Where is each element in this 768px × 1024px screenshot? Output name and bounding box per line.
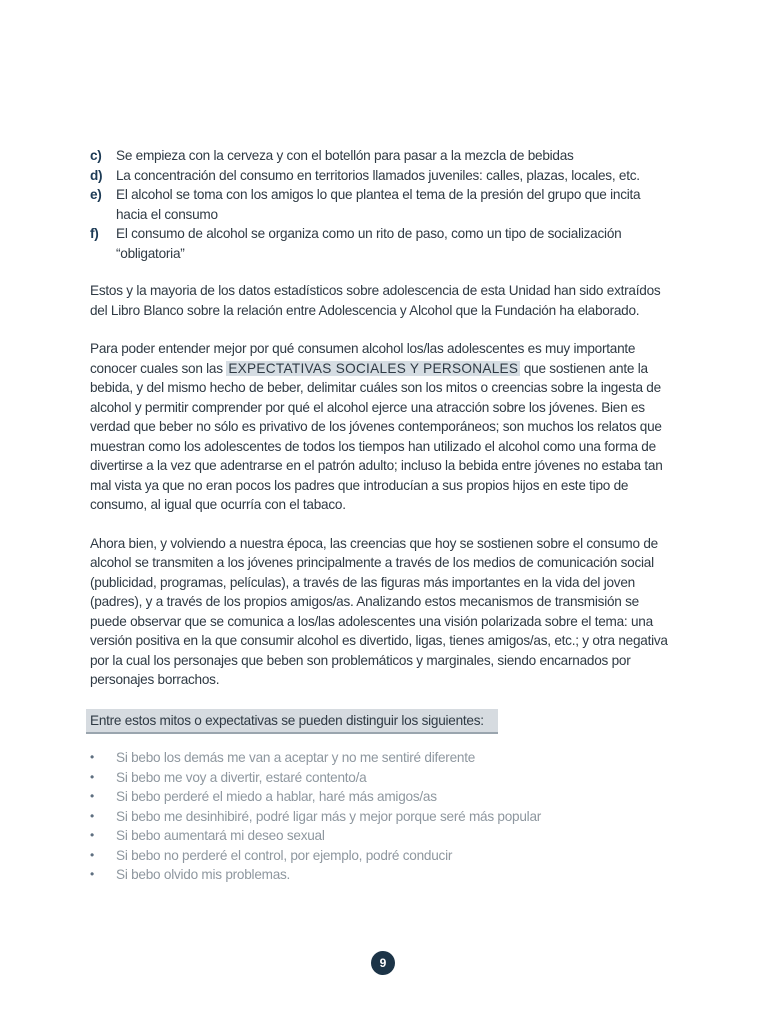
list-item xyxy=(90,224,670,263)
paragraph-current-beliefs: Ahora bien, y volviendo a nuestra época, las creencias que hoy se sostienen sobre el consumo de alcohol se transmiten a los jóvenes principalmente a través de los medios de comunicación social (publicidad, programas, películas), a través de las figuras más importantes en la vida del joven (padres), y a través de los propios amigos/as. Analizando estos mecanismos de transmisión se puede observar que se comunica a los/las adolescentes una visión polarizada sobre el tema: una versión positiva en la que consumir alcohol es divertido, ligas, tienes amigos/as, etc.; y otra negativa por la cual los personajes que beben son problemáticos y marginales, siendo encarnados por personajes borrachos. xyxy=(90,535,668,687)
bullet-icon: • xyxy=(90,808,94,823)
page-content xyxy=(90,146,670,885)
list-item xyxy=(90,166,670,186)
list-item xyxy=(90,185,670,224)
myths-intro: Entre estos mitos o expectativas se pueden distinguir los siguientes: xyxy=(86,709,498,735)
bullet-icon: • xyxy=(90,828,94,842)
list-item-text: La concentración del consumo en territorios llamados juveniles: calles, plazas, locales, etc. xyxy=(116,167,640,183)
bullet-icon: • xyxy=(90,769,94,784)
list-marker: c) xyxy=(90,148,102,163)
myth-text: Si bebo perderé el miedo a hablar, haré más amigos/as xyxy=(116,789,437,804)
myth-item xyxy=(90,787,670,807)
lettered-list xyxy=(90,146,670,263)
myth-item xyxy=(90,807,670,827)
list-item-text: El consumo de alcohol se organiza como un rito de paso, como un tipo de socialización “obligatoria” xyxy=(116,226,622,261)
myths-intro-box xyxy=(86,709,670,735)
bullet-icon: • xyxy=(90,750,94,764)
list-item-text: Se empieza con la cerveza y con el botellón para pasar a la mezcla de bebidas xyxy=(116,148,574,163)
myth-text: Si bebo los demás me van a aceptar y no me sentiré diferente xyxy=(116,750,476,765)
myth-item xyxy=(90,768,670,788)
list-marker: e) xyxy=(90,187,102,202)
myth-item xyxy=(90,846,670,866)
paragraph-text-before: Para poder entender mejor por qué consumen alcohol los/las adolescentes es muy importante conocer cuales son las xyxy=(90,341,636,376)
myth-text: Si bebo olvido mis problemas. xyxy=(116,867,291,882)
list-marker: d) xyxy=(90,167,103,183)
myth-text: Si bebo me voy a divertir, estaré contento/a xyxy=(116,769,367,785)
bullet-icon: • xyxy=(90,847,94,862)
myth-text: Si bebo aumentará mi deseo sexual xyxy=(116,828,325,843)
myth-text: Si bebo me desinhibiré, podré ligar más y mejor porque seré más popular xyxy=(116,808,542,824)
paragraph-expectations xyxy=(90,339,670,515)
myths-list xyxy=(90,748,670,885)
list-item-text: El alcohol se toma con los amigos lo que plantea el tema de la presión del grupo que incita hacia el consumo xyxy=(116,187,641,222)
myth-text: Si bebo no perderé el control, por ejemplo, podré conducir xyxy=(116,847,453,863)
paragraph-sources: Estos y la mayoria de los datos estadísticos sobre adolescencia de esta Unidad han sido extraídos del Libro Blanco sobre la relación entre Adolescencia y Alcohol que la Fundación ha elaborado. xyxy=(90,283,661,318)
page-number: 9 xyxy=(379,956,387,970)
page-number-badge xyxy=(371,951,395,975)
paragraph-text-after: que sostienen ante la bebida, y del mismo hecho de beber, delimitar cuáles son los mitos o creencias sobre la ingesta de alcohol y permitir comprender por qué el alcohol ejerce una atracción sobre los jóvenes. Bien es verdad que beber no sólo es privativo de los jóvenes contemporáneos; son muchos los relatos que muestran como los adolescentes de todos los tiempos han utilizado el alcohol como una forma de divertirse a la vez que adentrarse en el patrón adulto; incluso la bebida entre jóvenes no estaba tan mal vista ya que no eran pocos los padres que introducían a sus propios hijos en este tipo de consumo, al igual que ocurría con el tabaco. xyxy=(90,360,663,512)
list-item xyxy=(90,146,670,166)
list-marker: f) xyxy=(90,226,99,241)
highlighted-term: EXPECTATIVAS SOCIALES Y PERSONALES xyxy=(228,360,519,376)
myth-item xyxy=(90,748,670,768)
bullet-icon: • xyxy=(90,867,94,881)
myth-item xyxy=(90,826,670,846)
myth-item xyxy=(90,865,670,885)
bullet-icon: • xyxy=(90,789,94,803)
